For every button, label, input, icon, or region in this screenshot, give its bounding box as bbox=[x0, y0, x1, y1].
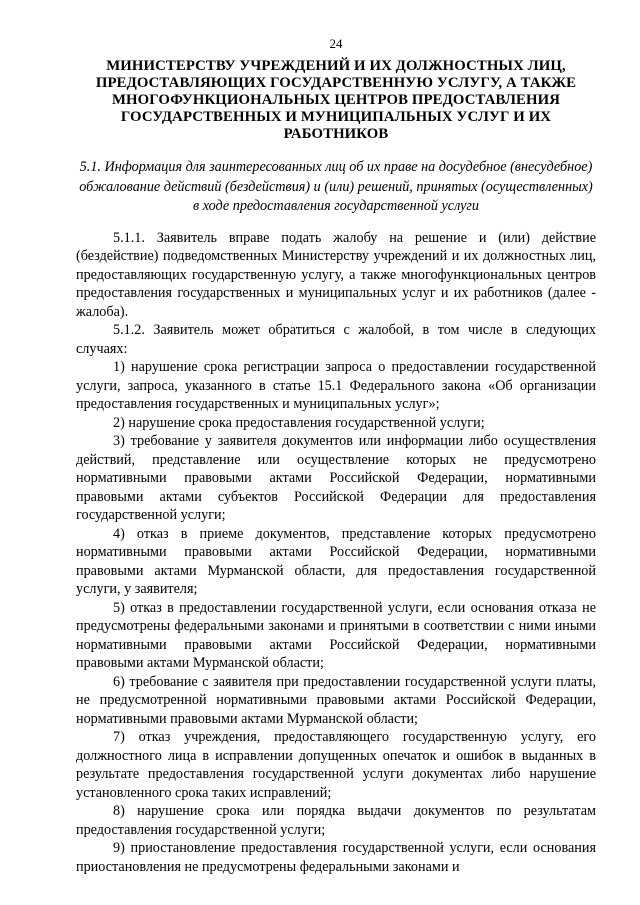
paragraph-5-1-2: 5.1.2. Заявитель может обратиться с жалобой, в том числе в следующих случаях: bbox=[76, 322, 596, 357]
section-heading: МИНИСТЕРСТВУ УЧРЕЖДЕНИЙ И ИХ ДОЛЖНОСТНЫХ ЛИЦ, ПРЕДОСТАВЛЯЮЩИХ ГОСУДАРСТВЕННУЮ УСЛУГУ, А ТАКЖЕ МНОГОФУНКЦИОНАЛЬНЫХ ЦЕНТРОВ ПРЕДОСТАВЛЕНИЯ ГОСУДАРСТВЕННЫХ И МУНИЦИПАЛЬНЫХ УСЛУГ И ИХ РАБОТНИКОВ bbox=[95, 58, 577, 142]
subsection-heading: 5.1. Информация для заинтересованных лиц об их праве на досудебное (внесудебное) обжалование действий (бездействия) и (или) решений, принятых (осуществленных) в ходе предоставления государственной услуги bbox=[79, 159, 593, 214]
list-item-2: 2) нарушение срока предоставления государственной услуги; bbox=[113, 414, 485, 431]
list-item-4: 4) отказ в приеме документов, представление которых предусмотрено нормативными правовыми актами Российской Федерации, нормативными правовыми актами Мурманской области, для предоставления государственной услуги, у заявителя; bbox=[76, 525, 596, 597]
list-item-6: 6) требование с заявителя при предоставлении государственной услуги платы, не предусмотренной нормативными правовыми актами Российской Федерации, нормативными правовыми актами Мурманской области; bbox=[76, 673, 596, 727]
paragraph-5-1-1: 5.1.1. Заявитель вправе подать жалобу на решение и (или) действие (бездействие) подведомственных Министерству учреждений и их должностных лиц, предоставляющих государственную услугу, а также многофункциональных центров предоставления государственных и муниципальных услуг и их работников (далее - жалоба). bbox=[76, 229, 596, 320]
page-number: 24 bbox=[329, 36, 343, 51]
list-item-3: 3) требование у заявителя документов или информации либо осуществления действий, представление или осуществление которых не предусмотрено нормативными правовыми актами Российской Федерации, нормативными правовыми актами субъектов Российской Федерации для предоставления государственной услуги; bbox=[76, 433, 596, 523]
list-item-7: 7) отказ учреждения, предоставляющего государственную услугу, его должностного лица в исправлении допущенных опечаток и ошибок в выданных в результате предоставления государственной услуги документах либо нарушение установленного срока таких исправлений; bbox=[76, 729, 596, 801]
body-text bbox=[76, 229, 596, 877]
list-item-9: 9) приостановление предоставления государственной услуги, если основания приостановления не предусмотрены федеральными законами и bbox=[76, 840, 596, 875]
list-item-5: 5) отказ в предоставлении государственной услуги, если основания отказа не предусмотрены федеральными законами и принятыми в соответствии с ними иными нормативными правовыми актами Российской Федерации, нормативными правовыми актами Мурманской области; bbox=[76, 599, 596, 671]
list-item-8: 8) нарушение срока или порядка выдачи документов по результатам предоставления государственной услуги; bbox=[76, 803, 596, 838]
document-page bbox=[76, 36, 596, 876]
list-item-1: 1) нарушение срока регистрации запроса о предоставлении государственной услуги, запроса, указанного в статье 15.1 Федерального закона «Об организации предоставления государственных и муниципальных услуг»; bbox=[76, 359, 596, 412]
